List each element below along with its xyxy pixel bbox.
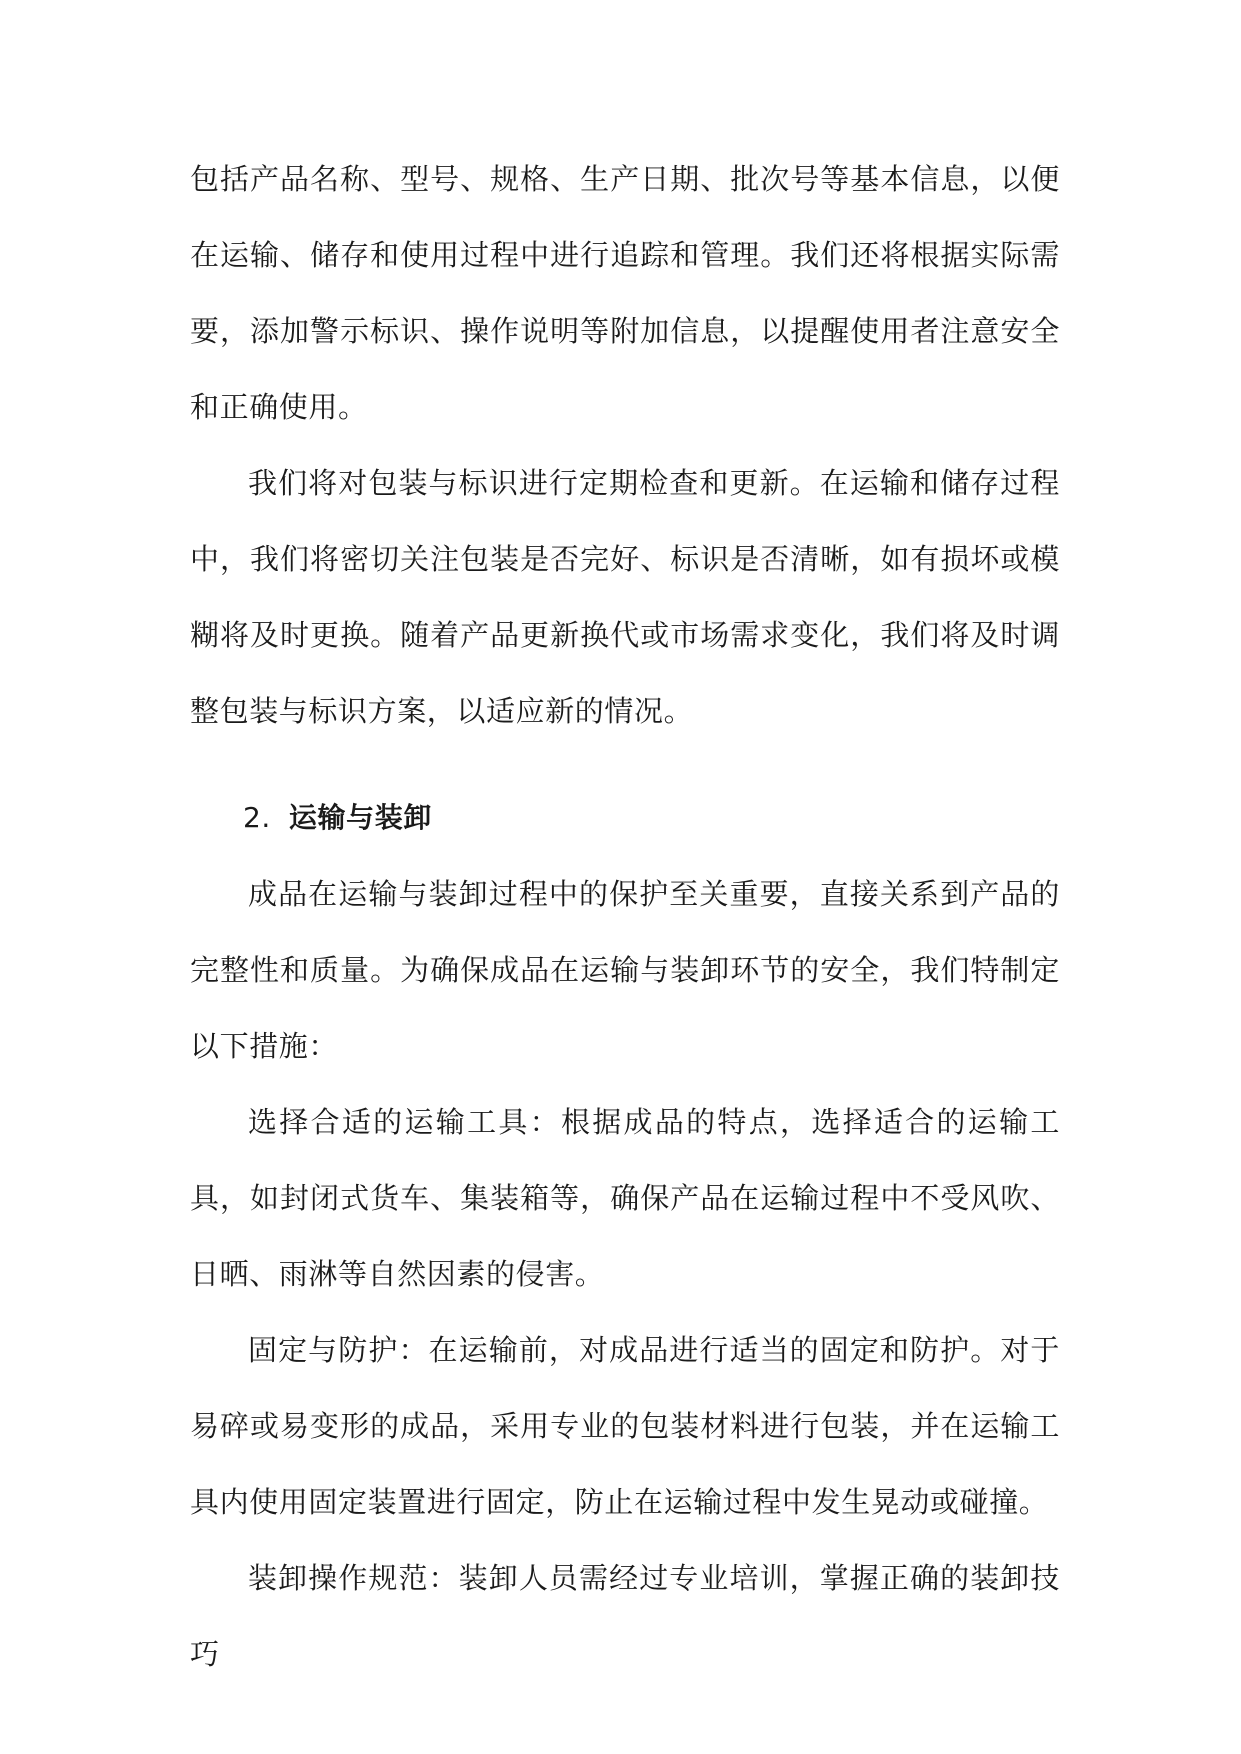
- paragraph-intro: 成品在运输与装卸过程中的保护至关重要，直接关系到产品的完整性和质量。为确保成品在运输与装卸环节的安全，我们特制定以下措施：: [190, 877, 1060, 1063]
- paragraph-fixing-protection: 固定与防护：在运输前，对成品进行适当的固定和防护。对于易碎或易变形的成品，采用专业的包装材料进行包装，并在运输工具内使用固定装置进行固定，防止在运输过程中发生晃动或碰撞。: [190, 1333, 1060, 1519]
- section-number: 2.: [243, 801, 271, 834]
- paragraph-handling-rules: 装卸操作规范：装卸人员需经过专业培训，掌握正确的装卸技巧: [190, 1561, 1060, 1671]
- paragraph-inspection: 我们将对包装与标识进行定期检查和更新。在运输和储存过程中，我们将密切关注包装是否完好、标识是否清晰，如有损坏或模糊将及时更换。随着产品更新换代或市场需求变化，我们将及时调整包装与标识方案，以适应新的情况。: [190, 466, 1060, 728]
- section-title: 运输与装卸: [288, 801, 432, 834]
- section-heading: [190, 780, 1060, 856]
- paragraph-continuation: 包括产品名称、型号、规格、生产日期、批次号等基本信息，以便在运输、储存和使用过程中进行追踪和管理。我们还将根据实际需要，添加警示标识、操作说明等附加信息，以提醒使用者注意安全和正确使用。: [190, 162, 1060, 424]
- paragraph-transport-tools: 选择合适的运输工具：根据成品的特点，选择适合的运输工具，如封闭式货车、集装箱等，确保产品在运输过程中不受风吹、日晒、雨淋等自然因素的侵害。: [190, 1105, 1060, 1291]
- document-body: [190, 141, 1060, 1692]
